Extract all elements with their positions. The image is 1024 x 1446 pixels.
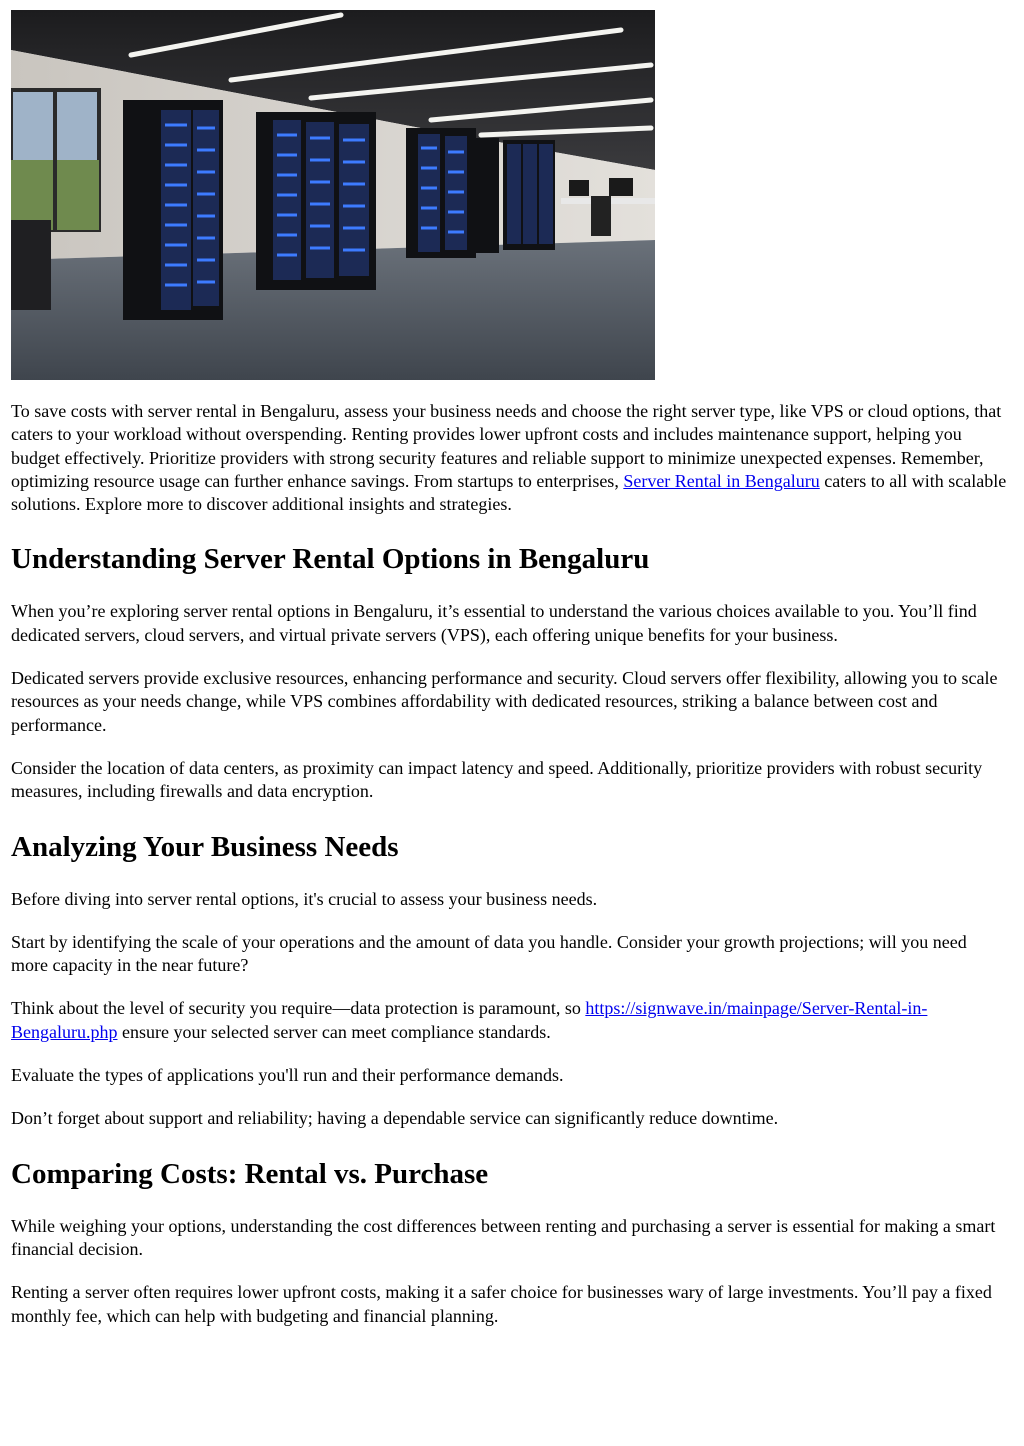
- security-text-after: ensure your selected server can meet compliance standards.: [117, 1021, 551, 1042]
- paragraph: [11, 997, 1007, 1044]
- intro-paragraph: [11, 400, 1007, 516]
- intro-text-after: caters to all with scalable solutions. Explore more to discover additional insights and strategies.: [11, 470, 1007, 515]
- heading-comparing-costs: Comparing Costs: Rental vs. Purchase: [11, 1157, 489, 1190]
- signwave-url-link[interactable]: https://signwave.in/mainpage/Server-Rental-in-Bengaluru.php: [11, 998, 928, 1042]
- paragraph: When you’re exploring server rental options in Bengaluru, it’s essential to understand the various choices available to you. You’ll find dedicated servers, cloud servers, and virtual private servers (VPS), each offering unique benefits for your business.: [11, 601, 977, 645]
- paragraph: Dedicated servers provide exclusive resources, enhancing performance and security. Cloud servers offer flexibility, allowing you to scale resources as your needs change, while VPS combines affordability with dedicated resources, striking a balance between cost and performance.: [11, 668, 998, 735]
- paragraph: While weighing your options, understanding the cost differences between renting and purchasing a server is essential for making a smart financial decision.: [11, 1215, 996, 1259]
- paragraph: Renting a server often requires lower upfront costs, making it a safer choice for businesses wary of large investments. You’ll pay a fixed monthly fee, which can help with budgeting and financial planning.: [11, 1282, 992, 1326]
- heading-understanding-options: Understanding Server Rental Options in Bengaluru: [11, 543, 650, 576]
- intro-text-before: To save costs with server rental in Bengaluru, assess your business needs and choose the right server type, like VPS or cloud options, that caters to your workload without overspending. Renting provides lower upfront costs and includes maintenance support, helping you budget effectively. Prioritize providers with strong security features and reliable support to minimize unexpected expenses. Remember, optimizing resource usage can further enhance savings. From startups to enterprises,: [11, 401, 1002, 491]
- paragraph: Start by identifying the scale of your operations and the amount of data you handle. Consider your growth projections; will you need more capacity in the near future?: [11, 931, 967, 976]
- document-page: [11, 10, 1007, 1328]
- heading-analyzing-needs: Analyzing Your Business Needs: [11, 830, 399, 863]
- server-room-photo-icon: [11, 10, 655, 380]
- paragraph: Consider the location of data centers, as proximity can impact latency and speed. Additionally, prioritize providers with robust security measures, including firewalls and data encryption.: [11, 757, 983, 802]
- paragraph: Evaluate the types of applications you'll run and their performance demands.: [11, 1065, 564, 1086]
- paragraph: Don’t forget about support and reliability; having a dependable service can significantly reduce downtime.: [11, 1108, 779, 1129]
- server-rental-link[interactable]: Server Rental in Bengaluru: [623, 470, 820, 491]
- server-room-image: [11, 10, 655, 380]
- paragraph: Before diving into server rental options, it's crucial to assess your business needs.: [11, 888, 598, 909]
- security-text-before: Think about the level of security you require—data protection is paramount, so: [11, 998, 586, 1019]
